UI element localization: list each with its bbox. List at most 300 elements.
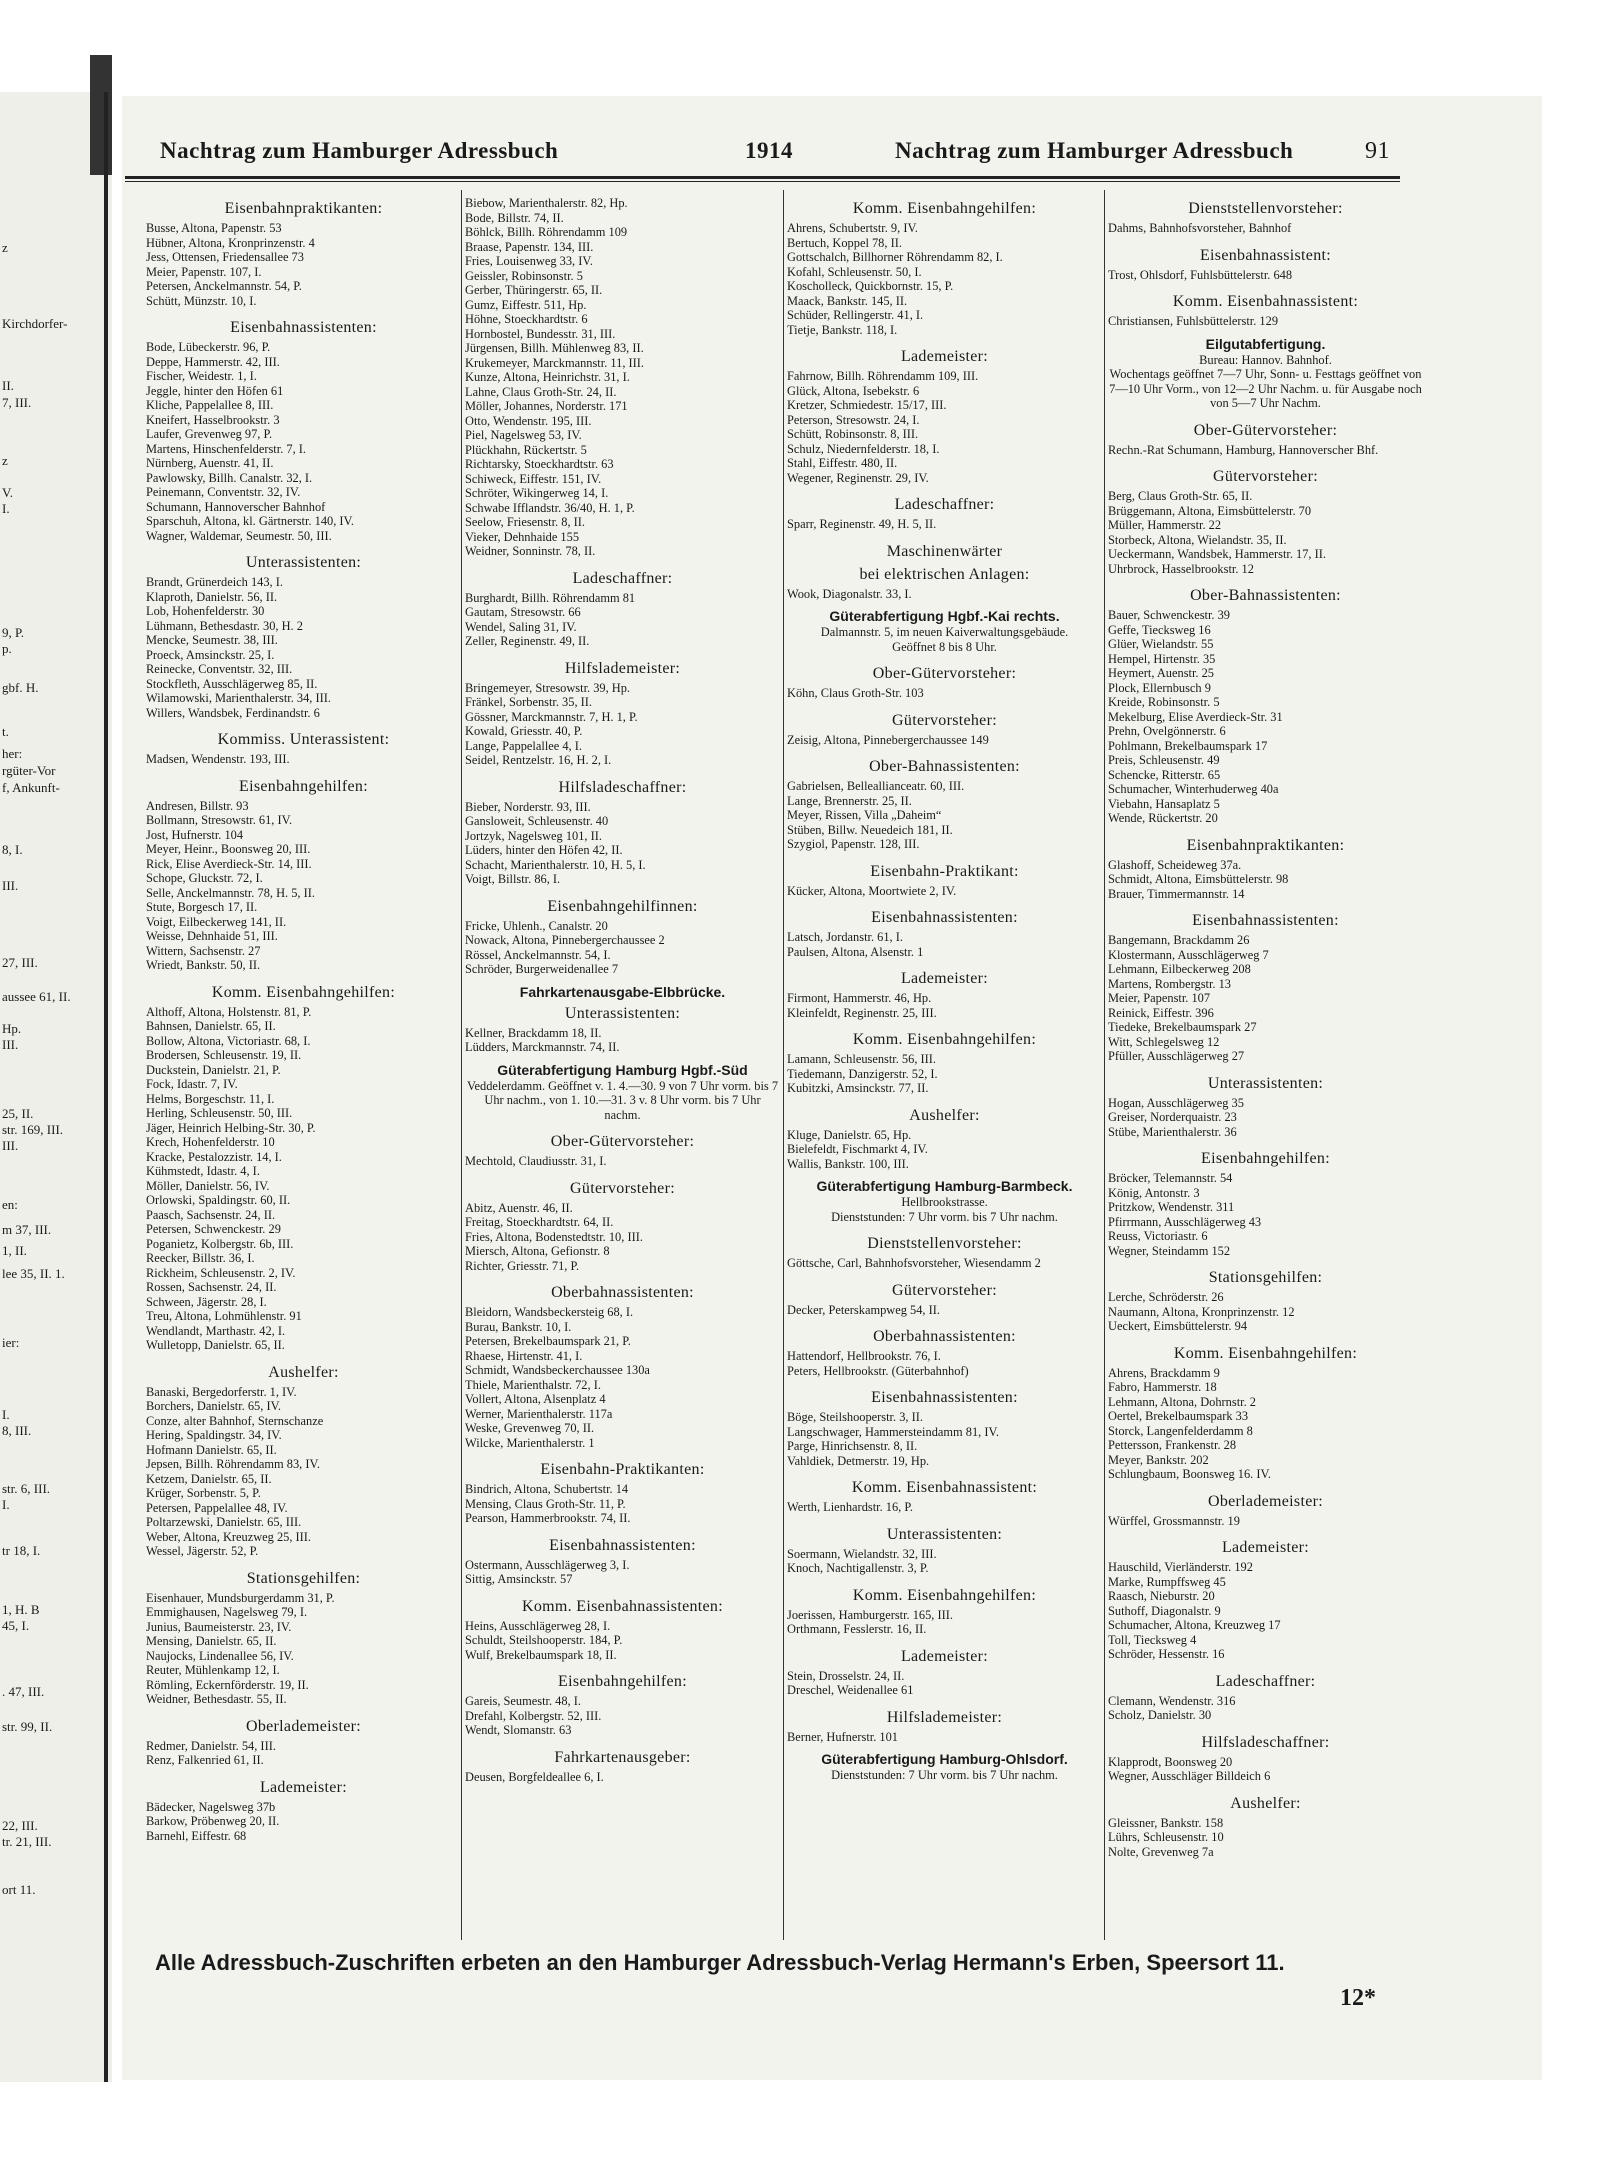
- header-title-right: Nachtrag zum Hamburger Adressbuch: [895, 138, 1294, 163]
- address-entry: Fabro, Hammerstr. 18: [1108, 1380, 1217, 1394]
- address-entry: Fränkel, Sorbenstr. 35, II.: [465, 695, 592, 709]
- address-entry: Lührs, Schleusenstr. 10: [1108, 1830, 1224, 1844]
- column-divider: [783, 190, 784, 1940]
- column-1: [146, 196, 461, 1896]
- margin-fragment: m 37, III.: [2, 1222, 52, 1237]
- section-heading: Aushelfer:: [268, 1363, 339, 1381]
- address-entry: Wendlandt, Marthastr. 42, I.: [146, 1323, 286, 1338]
- address-entry: Klapprodt, Boonsweg 20: [1108, 1754, 1233, 1769]
- address-entry: Pearson, Hammerbrookstr. 74, II.: [465, 1511, 631, 1525]
- address-entry: Wilamowski, Marienthalerstr. 34, III.: [146, 691, 331, 705]
- address-entry: Werner, Marienthalerstr. 117a: [465, 1406, 613, 1421]
- address-entry: Bangemann, Brackdamm 26: [1108, 933, 1250, 947]
- section-heading: Eisenbahnassistenten:: [871, 909, 1018, 926]
- address-entry: Stockfleth, Ausschlägerweg 85, II.: [146, 676, 318, 691]
- address-entry: Böhlck, Billh. Röhrendamm 109: [465, 225, 628, 239]
- address-entry: Schacht, Marienthalerstr. 10, H. 5, I.: [465, 857, 646, 872]
- address-entry: Mekelburg, Elise Averdieck-Str. 31: [1108, 709, 1283, 724]
- margin-fragment: z: [2, 240, 8, 255]
- office-heading: Güterabfertigung Hamburg-Barmbeck.: [816, 1178, 1073, 1194]
- office-note: Veddelerdamm. Geöffnet v. 1. 4.—30. 9 von 7 Uhr vorm. bis 7 Uhr nachm., von 1. 10.—31. 3 v. 8 Uhr vorm. bis 7 Uhr nachm.: [466, 1078, 779, 1122]
- address-entry: Trost, Ohlsdorf, Fuhlsbüttelerstr. 648: [1108, 267, 1293, 282]
- margin-fragment: I.: [2, 1407, 10, 1422]
- section-heading: Eisenbahngehilfen:: [239, 777, 368, 795]
- margin-fragment: III.: [2, 1037, 19, 1052]
- address-entry: Herling, Schleusenstr. 50, III.: [146, 1106, 293, 1120]
- address-entry: Greiser, Norderquaistr. 23: [1108, 1110, 1237, 1124]
- address-entry: Prehn, Ovelgönnerstr. 6: [1108, 724, 1226, 738]
- address-entry: Schiweck, Eiffestr. 151, IV.: [465, 471, 602, 486]
- address-entry: Werth, Lienhardstr. 16, P.: [787, 1500, 913, 1514]
- address-entry: Meyer, Rissen, Villa „Daheim“: [787, 808, 942, 822]
- address-entry: Wendt, Slomanstr. 63: [465, 1723, 572, 1737]
- section-heading: Eisenbahngehilfen:: [1201, 1150, 1330, 1167]
- address-entry: Geissler, Robinsonstr. 5: [465, 268, 583, 283]
- margin-fragment: tr. 21, III.: [2, 1834, 52, 1849]
- address-entry: Zeisig, Altona, Pinnebergerchaussee 149: [787, 732, 989, 747]
- address-entry: Schröder, Hessenstr. 16: [1108, 1647, 1225, 1661]
- address-entry: Petersen, Schwenckestr. 29: [146, 1222, 281, 1236]
- address-entry: Wessel, Jägerstr. 52, P.: [146, 1544, 259, 1558]
- section-heading: Eisenbahnpraktikanten:: [224, 200, 383, 217]
- address-entry: Wagner, Waldemar, Seumestr. 50, III.: [146, 528, 332, 543]
- address-entry: Jost, Hufnerstr. 104: [146, 827, 244, 842]
- address-entry: Thiele, Marienthalstr. 72, I.: [465, 1377, 601, 1392]
- address-entry: Lerche, Schröderstr. 26: [1108, 1290, 1224, 1304]
- address-entry: Lehmann, Eilbeckerweg 208: [1108, 962, 1251, 976]
- address-entry: Reecker, Billstr. 36, I.: [146, 1251, 255, 1265]
- address-entry: Wriedt, Bankstr. 50, II.: [146, 958, 261, 972]
- margin-fragment: f, Ankunft-: [2, 780, 60, 795]
- office-heading: Eilgutabfertigung.: [1205, 335, 1326, 352]
- address-entry: Berner, Hufnerstr. 101: [787, 1729, 898, 1744]
- address-entry: Fries, Louisenweg 33, IV.: [465, 254, 593, 268]
- address-entry: Möller, Johannes, Norderstr. 171: [465, 399, 628, 413]
- margin-fragment: 9, P.: [2, 625, 25, 640]
- address-entry: Peterson, Stresowstr. 24, I.: [787, 412, 920, 427]
- address-entry: Wallis, Bankstr. 100, III.: [787, 1156, 909, 1171]
- address-entry: Uhrbrock, Hasselbrookstr. 12: [1108, 561, 1254, 576]
- address-entry: Althoff, Altona, Holstenstr. 81, P.: [146, 1004, 312, 1019]
- section-heading: Stationsgehilfen:: [1208, 1269, 1323, 1286]
- address-entry: Parge, Hinrichsenstr. 8, II.: [787, 1439, 918, 1453]
- address-entry: Wegner, Ausschläger Billdeich 6: [1108, 1769, 1271, 1783]
- address-entry: Koscholleck, Quickbornstr. 15, P.: [787, 279, 954, 293]
- address-entry: Schween, Jägerstr. 28, I.: [146, 1294, 267, 1309]
- address-entry: Toll, Tiecksweg 4: [1108, 1632, 1197, 1647]
- address-entry: Reinecke, Conventstr. 32, III.: [146, 662, 293, 676]
- address-entry: Stahl, Eiffestr. 480, II.: [787, 456, 898, 470]
- address-entry: Lahne, Claus Groth-Str. 24, II.: [465, 384, 617, 399]
- address-entry: Banaski, Bergedorferstr. 1, IV.: [146, 1384, 297, 1399]
- address-entry: Miersch, Altona, Gefionstr. 8: [465, 1244, 610, 1258]
- address-entry: Busse, Altona, Papenstr. 53: [146, 221, 282, 235]
- margin-fragment: Hp.: [2, 1021, 22, 1036]
- margin-fragment: gbf. H.: [2, 680, 39, 695]
- address-entry: Martens, Rombergstr. 13: [1108, 976, 1231, 991]
- address-entry: Szygiol, Papenstr. 128, III.: [787, 837, 920, 851]
- address-entry: Reinick, Eiffestr. 396: [1108, 1005, 1214, 1020]
- address-entry: Peters, Hellbrookstr. (Güterbahnhof): [787, 1363, 969, 1378]
- address-entry: Maack, Bankstr. 145, II.: [787, 293, 908, 308]
- section-heading: Unterassistenten:: [1207, 1074, 1324, 1092]
- section-heading: Komm. Eisenbahngehilfen:: [852, 1586, 1037, 1604]
- section-heading: Komm. Eisenbahngehilfen:: [852, 200, 1037, 217]
- section-heading: Ober-Gütervorsteher:: [872, 665, 1017, 682]
- office-heading: Güterabfertigung Hamburg-Ohlsdorf.: [821, 1751, 1068, 1767]
- margin-fragment: t.: [2, 724, 9, 739]
- section-heading: Oberbahnassistenten:: [873, 1328, 1016, 1345]
- section-heading: Hilfsladeschaffner:: [558, 778, 687, 796]
- section-heading: Ladeschaffner:: [1215, 1672, 1316, 1690]
- address-entry: Wegner, Steindamm 152: [1108, 1243, 1231, 1258]
- margin-fragment: 27, III.: [2, 955, 38, 970]
- address-entry: Schütt, Münzstr. 10, I.: [146, 293, 257, 308]
- section-heading: bei elektrischen Anlagen:: [859, 565, 1030, 583]
- address-entry: Preis, Schleusenstr. 49: [1108, 753, 1220, 767]
- address-entry: Rickheim, Schleusenstr. 2, IV.: [146, 1265, 296, 1280]
- address-entry: Bode, Lübeckerstr. 96, P.: [146, 340, 271, 354]
- address-entry: Knoch, Nachtigallenstr. 3, P.: [787, 1561, 929, 1575]
- margin-fragment: aussee 61, II.: [2, 989, 71, 1004]
- margin-fragment: III.: [2, 878, 19, 893]
- address-entry: Madsen, Wendenstr. 193, III.: [146, 752, 290, 766]
- section-heading: Komm. Eisenbahnassistent:: [851, 1479, 1038, 1496]
- address-entry: Lüders, hinter den Höfen 42, II.: [465, 843, 623, 857]
- address-entry: Ahrens, Schubertstr. 9, IV.: [787, 221, 918, 235]
- address-entry: Wendel, Saling 31, IV.: [465, 619, 577, 634]
- address-entry: Jürgensen, Billh. Mühlenweg 83, II.: [465, 341, 644, 355]
- address-entry: Conze, alter Bahnhof, Sternschanze: [146, 1413, 324, 1428]
- address-entry: Schumacher, Winterhuderweg 40a: [1108, 782, 1279, 796]
- address-entry: Nowack, Altona, Pinnebergerchaussee 2: [465, 933, 665, 947]
- column-3: [787, 196, 1102, 1896]
- address-entry: Burau, Bankstr. 10, I.: [465, 1319, 572, 1334]
- address-entry: Rhaese, Hirtenstr. 41, I.: [465, 1348, 583, 1363]
- address-entry: Lamann, Schleusenstr. 56, III.: [787, 1052, 936, 1066]
- address-entry: Barnehl, Eiffestr. 68: [146, 1828, 247, 1843]
- address-entry: Schütt, Robinsonstr. 8, III.: [787, 427, 919, 441]
- address-entry: Gautam, Stresowstr. 66: [465, 605, 581, 619]
- address-entry: Petersen, Anckelmannstr. 54, P.: [146, 279, 302, 293]
- address-entry: Wittern, Sachsenstr. 27: [146, 943, 261, 958]
- address-entry: Hogan, Ausschlägerweg 35: [1108, 1095, 1244, 1110]
- signature-mark: 12*: [1340, 1985, 1376, 2011]
- address-entry: Bertuch, Koppel 78, II.: [787, 235, 902, 250]
- address-entry: Borchers, Danielstr. 65, IV.: [146, 1399, 282, 1413]
- address-entry: Bode, Billstr. 74, II.: [465, 210, 564, 225]
- address-entry: Rössel, Anckelmannstr. 54, I.: [465, 947, 611, 962]
- address-entry: Schmidt, Altona, Eimsbüttelerstr. 98: [1108, 872, 1289, 886]
- address-entry: Bleidorn, Wandsbeckersteig 68, I.: [465, 1305, 634, 1319]
- address-entry: Oertel, Brekelbaumspark 33: [1108, 1409, 1249, 1423]
- address-entry: Fischer, Weidestr. 1, I.: [146, 369, 257, 383]
- address-entry: Latsch, Jordanstr. 61, I.: [787, 930, 903, 944]
- column-divider: [461, 190, 462, 1940]
- address-entry: Krukemeyer, Marckmannstr. 11, III.: [465, 355, 644, 370]
- address-entry: Braase, Papenstr. 134, III.: [465, 239, 594, 254]
- address-entry: Schumann, Hannoverscher Bahnhof: [146, 499, 326, 514]
- address-entry: Kowald, Griesstr. 40, P.: [465, 724, 583, 738]
- section-heading: Komm. Eisenbahngehilfen:: [211, 983, 396, 1001]
- address-entry: Kofahl, Schleusenstr. 50, I.: [787, 264, 922, 279]
- address-entry: Kluge, Danielstr. 65, Hp.: [787, 1127, 912, 1142]
- address-entry: Lehmann, Altona, Dohrnstr. 2: [1108, 1394, 1256, 1409]
- address-entry: Storbeck, Altona, Wielandstr. 35, II.: [1108, 532, 1287, 547]
- margin-fragment: str. 99, II.: [2, 1719, 53, 1734]
- address-entry: Gottschalch, Billhorner Röhrendamm 82, I.: [787, 250, 1003, 264]
- address-entry: Brüggemann, Altona, Eimsbüttelerstr. 70: [1108, 503, 1312, 518]
- address-entry: Ueckermann, Wandsbek, Hammerstr. 17, II.: [1108, 547, 1326, 561]
- address-entry: Laufer, Grevenweg 97, P.: [146, 427, 273, 441]
- address-entry: Deppe, Hammerstr. 42, III.: [146, 354, 280, 369]
- address-entry: Mensing, Danielstr. 65, II.: [146, 1634, 277, 1648]
- section-heading: Aushelfer:: [909, 1106, 980, 1124]
- address-entry: Naumann, Altona, Kronprinzenstr. 12: [1108, 1304, 1295, 1319]
- address-entry: Vollert, Altona, Alsenplatz 4: [465, 1392, 606, 1406]
- section-heading: Kommiss. Unterassistent:: [217, 731, 390, 748]
- address-entry: Viebahn, Hansaplatz 5: [1108, 796, 1220, 811]
- address-entry: Bädecker, Nagelsweg 37b: [146, 1799, 276, 1814]
- address-entry: Meier, Papenstr. 107, I.: [146, 264, 262, 279]
- section-heading: Gütervorsteher:: [892, 1281, 997, 1299]
- margin-fragment: z: [2, 453, 8, 468]
- address-entry: Kellner, Brackdamm 18, II.: [465, 1025, 602, 1040]
- section-heading: Ober-Bahnassistenten:: [1190, 587, 1341, 604]
- address-entry: Rick, Elise Averdieck-Str. 14, III.: [146, 856, 312, 871]
- address-entry: Paasch, Sachsenstr. 24, II.: [146, 1207, 276, 1222]
- address-entry: Möller, Danielstr. 56, IV.: [146, 1178, 270, 1193]
- address-entry: Gerber, Thüringerstr. 65, II.: [465, 283, 603, 297]
- section-heading: Komm. Eisenbahnassistenten:: [522, 1597, 723, 1615]
- section-heading: Stationsgehilfen:: [246, 1569, 361, 1587]
- address-entry: Kühmstedt, Idastr. 4, I.: [146, 1164, 260, 1178]
- header-rule-thin: [125, 181, 1400, 182]
- address-entry: Renz, Falkenried 61, II.: [146, 1753, 264, 1767]
- section-heading: Hilfslademeister:: [564, 659, 681, 677]
- address-entry: Plock, Ellernbusch 9: [1108, 680, 1211, 695]
- address-entry: Brodersen, Schleusenstr. 19, II.: [146, 1048, 302, 1062]
- address-entry: Paulsen, Altona, Alsenstr. 1: [787, 944, 924, 959]
- address-entry: Raasch, Nieburstr. 20: [1108, 1589, 1215, 1603]
- address-entry: Mechtold, Claudiusstr. 31, I.: [465, 1154, 607, 1168]
- address-entry: Weber, Altona, Kreuzweg 25, III.: [146, 1529, 312, 1544]
- margin-fragment: Kirchdorfer-: [2, 316, 68, 331]
- section-heading: Hilfsladeschaffner:: [1201, 1733, 1330, 1751]
- header-title-left: Nachtrag zum Hamburger Adressbuch: [160, 138, 559, 163]
- address-entry: Seelow, Friesenstr. 8, II.: [465, 515, 585, 529]
- section-heading: Dienststellenvorsteher:: [867, 1235, 1022, 1252]
- address-entry: Schwabe Ifflandstr. 36/40, H. 1, P.: [465, 500, 635, 515]
- address-entry: Voigt, Billstr. 86, I.: [465, 872, 561, 886]
- address-entry: Piel, Nagelsweg 53, IV.: [465, 428, 582, 442]
- section-heading: Eisenbahnassistenten:: [871, 1389, 1018, 1406]
- address-entry: Dreschel, Weidenallee 61: [787, 1683, 914, 1697]
- address-entry: Witt, Schlegelsweg 12: [1108, 1034, 1220, 1049]
- spine-shadow: [90, 55, 112, 175]
- office-heading: Güterabfertigung Hamburg Hgbf.-Süd: [497, 1061, 748, 1078]
- address-entry: Clemann, Wendenstr. 316: [1108, 1693, 1236, 1708]
- section-heading: Lademeister:: [900, 1647, 989, 1665]
- address-entry: Pettersson, Frankenstr. 28: [1108, 1438, 1237, 1452]
- address-entry: Poganietz, Kolbergstr. 6b, III.: [146, 1236, 294, 1251]
- address-entry: Wook, Diagonalstr. 33, I.: [787, 586, 912, 601]
- section-heading: Dienststellenvorsteher:: [1188, 200, 1343, 217]
- address-entry: Meyer, Heinr., Boonsweg 20, III.: [146, 842, 311, 856]
- address-entry: Kleinfeldt, Reginenstr. 25, III.: [787, 1005, 937, 1020]
- address-entry: Mensing, Claus Groth-Str. 11, P.: [465, 1496, 626, 1511]
- address-entry: Treu, Altona, Lohmühlenstr. 91: [146, 1309, 302, 1323]
- address-entry: Heins, Ausschlägerweg 28, I.: [465, 1618, 611, 1633]
- address-entry: Hempel, Hirtenstr. 35: [1108, 651, 1216, 666]
- column-2: [465, 196, 780, 1896]
- address-entry: Wende, Rückertstr. 20: [1108, 811, 1218, 825]
- section-heading: Ober-Gütervorsteher:: [1193, 421, 1338, 439]
- section-heading: Eisenbahngehilfen:: [558, 1673, 687, 1690]
- section-heading: Eisenbahngehilfinnen:: [547, 897, 698, 915]
- address-entry: Stute, Borgesch 17, II.: [146, 900, 258, 914]
- margin-fragment: V.: [2, 485, 13, 500]
- section-heading: Maschinenwärter: [886, 542, 1003, 560]
- address-entry: Weidner, Sonninstr. 78, II.: [465, 544, 596, 558]
- address-entry: Helms, Borgeschstr. 11, I.: [146, 1091, 275, 1106]
- address-entry: Peinemann, Conventstr. 32, IV.: [146, 485, 301, 499]
- address-entry: Hering, Spaldingstr. 34, IV.: [146, 1428, 282, 1442]
- address-entry: Suthoff, Diagonalstr. 9: [1108, 1603, 1221, 1618]
- address-entry: Zeller, Reginenstr. 49, II.: [465, 634, 590, 648]
- address-entry: Vieker, Dehnhaide 155: [465, 529, 580, 544]
- address-entry: Bielefeldt, Fischmarkt 4, IV.: [787, 1142, 928, 1156]
- address-entry: Schröter, Wikingerweg 14, I.: [465, 486, 609, 500]
- address-entry: Sparschuh, Altona, kl. Gärtnerstr. 140, IV.: [146, 514, 354, 528]
- address-entry: Ketzem, Danielstr. 65, II.: [146, 1471, 272, 1486]
- section-heading: Hilfslademeister:: [886, 1708, 1003, 1726]
- margin-fragment: p.: [2, 641, 12, 656]
- address-entry: Jepsen, Billh. Röhrendamm 83, IV.: [146, 1457, 320, 1471]
- address-entry: Kücker, Altona, Moortwiete 2, IV.: [787, 883, 957, 898]
- section-heading: Unterassistenten:: [886, 1525, 1003, 1543]
- address-entry: Richter, Griesstr. 71, P.: [465, 1258, 580, 1273]
- address-entry: Wegener, Reginenstr. 29, IV.: [787, 470, 929, 485]
- address-entry: Reuss, Victoriastr. 6: [1108, 1229, 1208, 1243]
- footer-notice: Alle Adressbuch-Zuschriften erbeten an den Hamburger Adressbuch-Verlag Hermann's Erben, Speersort 11.: [155, 1950, 1285, 1975]
- address-entry: Kretzer, Schmiedestr. 15/17, III.: [787, 398, 947, 412]
- address-entry: Plückhahn, Rückertstr. 5: [465, 442, 587, 457]
- section-heading: Oberlademeister:: [1208, 1492, 1323, 1510]
- address-entry: Fries, Altona, Bodenstedtstr. 10, III.: [465, 1229, 643, 1244]
- address-entry: Reuter, Mühlenkamp 12, I.: [146, 1663, 280, 1677]
- address-entry: Lange, Pappelallee 4, I.: [465, 738, 582, 753]
- address-entry: Weisse, Dehnhaide 51, III.: [146, 929, 278, 943]
- address-entry: Pohlmann, Brekelbaumspark 17: [1108, 738, 1268, 753]
- column-divider: [1104, 190, 1105, 1940]
- address-entry: Krech, Hohenfelderstr. 10: [146, 1135, 275, 1149]
- address-entry: König, Antonstr. 3: [1108, 1185, 1200, 1200]
- margin-fragment: 22, III.: [2, 1818, 38, 1833]
- address-entry: Fahrnow, Billh. Röhrendamm 109, III.: [787, 369, 979, 383]
- address-entry: Gössner, Marckmannstr. 7, H. 1, P.: [465, 709, 638, 724]
- address-entry: Stüben, Billw. Neuedeich 181, II.: [787, 822, 953, 837]
- address-entry: Schüder, Rellingerstr. 41, I.: [787, 308, 924, 322]
- address-entry: Klostermann, Ausschlägerweg 7: [1108, 947, 1269, 962]
- address-entry: Christiansen, Fuhlsbüttelerstr. 129: [1108, 314, 1279, 328]
- address-entry: Pfirrmann, Ausschlägerweg 43: [1108, 1214, 1262, 1229]
- section-heading: Lademeister:: [259, 1778, 348, 1796]
- section-heading: Gütervorsteher:: [892, 711, 997, 729]
- margin-fragment: II.: [2, 378, 14, 393]
- address-entry: Jortzyk, Nagelsweg 101, II.: [465, 828, 602, 843]
- office-heading: Fahrkartenausgabe-Elbbrücke.: [519, 983, 726, 1000]
- section-heading: Unterassistenten:: [564, 1004, 681, 1022]
- margin-fragment: str. 169, III.: [2, 1122, 64, 1137]
- address-entry: Jeggle, hinter den Höfen 61: [146, 383, 284, 398]
- address-entry: Jäger, Heinrich Helbing-Str. 30, P.: [146, 1120, 316, 1135]
- address-entry: Römling, Eckernförderstr. 19, II.: [146, 1677, 309, 1692]
- address-entry: Lange, Brennerstr. 25, II.: [787, 793, 912, 808]
- margin-fragment: 1, H. B: [2, 1602, 40, 1617]
- address-entry: Glashoff, Scheideweg 37a.: [1108, 857, 1242, 872]
- address-entry: Meier, Papenstr. 107: [1108, 991, 1211, 1005]
- margin-fragment: 1, II.: [2, 1243, 27, 1258]
- margin-fragment: rgüter-Vor: [2, 763, 56, 778]
- address-entry: Gumz, Eiffestr. 511, Hp.: [465, 297, 587, 312]
- address-entry: Bauer, Schwenckestr. 39: [1108, 608, 1230, 622]
- margin-fragment: lee 35, II. 1.: [2, 1266, 65, 1281]
- address-entry: Klaproth, Danielstr. 56, II.: [146, 589, 278, 604]
- address-entry: Nolte, Grevenweg 7a: [1108, 1844, 1214, 1859]
- margin-fragment: I.: [2, 1497, 10, 1512]
- section-heading: Eisenbahn-Praktikanten:: [540, 1461, 705, 1478]
- address-entry: Naujocks, Lindenallee 56, IV.: [146, 1648, 294, 1663]
- address-entry: Voigt, Eilbeckerweg 141, II.: [146, 914, 287, 929]
- address-entry: Scholz, Danielstr. 30: [1108, 1708, 1212, 1722]
- address-entry: Krüger, Sorbenstr. 5, P.: [146, 1486, 261, 1500]
- address-entry: Petersen, Pappelallee 48, IV.: [146, 1500, 288, 1515]
- address-entry: Schulz, Niedernfelderstr. 18, I.: [787, 441, 940, 456]
- address-entry: Schmidt, Wandsbeckerchaussee 130a: [465, 1363, 650, 1377]
- address-entry: Glück, Altona, Isebekstr. 6: [787, 383, 920, 398]
- address-entry: Gabrielsen, Belleallianceatr. 60, III.: [787, 779, 965, 793]
- address-entry: Marke, Rumpffsweg 45: [1108, 1574, 1226, 1589]
- address-entry: Biebow, Marienthalerstr. 82, Hp.: [465, 196, 628, 210]
- section-heading: Ober-Gütervorsteher:: [550, 1133, 695, 1150]
- address-entry: Selle, Anckelmannstr. 78, H. 5, II.: [146, 885, 315, 900]
- address-entry: Kreide, Robinsonstr. 5: [1108, 695, 1220, 709]
- office-note: Geöffnet 8 bis 8 Uhr.: [892, 639, 997, 654]
- address-entry: Abitz, Auenstr. 46, II.: [465, 1200, 573, 1215]
- address-entry: Tiedeke, Brekelbaumspark 27: [1108, 1020, 1257, 1034]
- address-entry: Hübner, Altona, Kronprinzenstr. 4: [146, 235, 315, 250]
- address-entry: Orlowski, Spaldingstr. 60, II.: [146, 1193, 291, 1207]
- address-entry: Eisenhauer, Mundsburgerdamm 31, P.: [146, 1590, 335, 1605]
- address-entry: Kliche, Pappelallee 8, III.: [146, 398, 274, 412]
- address-entry: Weidner, Bethesdastr. 55, II.: [146, 1692, 287, 1706]
- address-entry: Wulf, Brekelbaumspark 18, II.: [465, 1647, 617, 1662]
- address-entry: Tietje, Bankstr. 118, I.: [787, 322, 898, 337]
- address-entry: Kneifert, Hasselbrookstr. 3: [146, 412, 280, 427]
- address-entry: Barkow, Pröbenweg 20, II.: [146, 1814, 280, 1828]
- section-heading: Ladeschaffner:: [894, 496, 995, 513]
- address-entry: Vahldiek, Detmerstr. 19, Hp.: [787, 1453, 930, 1468]
- address-entry: Meyer, Bankstr. 202: [1108, 1452, 1209, 1467]
- address-entry: Schröder, Burgerweidenallee 7: [465, 962, 619, 976]
- office-note: Hellbrookstrasse.: [901, 1195, 988, 1209]
- address-entry: Proeck, Amsinckstr. 25, I.: [146, 647, 275, 662]
- address-entry: Orthmann, Fesslerstr. 16, II.: [787, 1622, 927, 1636]
- address-entry: Langschwager, Hammersteindamm 81, IV.: [787, 1424, 999, 1439]
- address-entry: Glüer, Wielandstr. 55: [1108, 637, 1214, 651]
- address-entry: Lob, Hohenfelderstr. 30: [146, 604, 265, 618]
